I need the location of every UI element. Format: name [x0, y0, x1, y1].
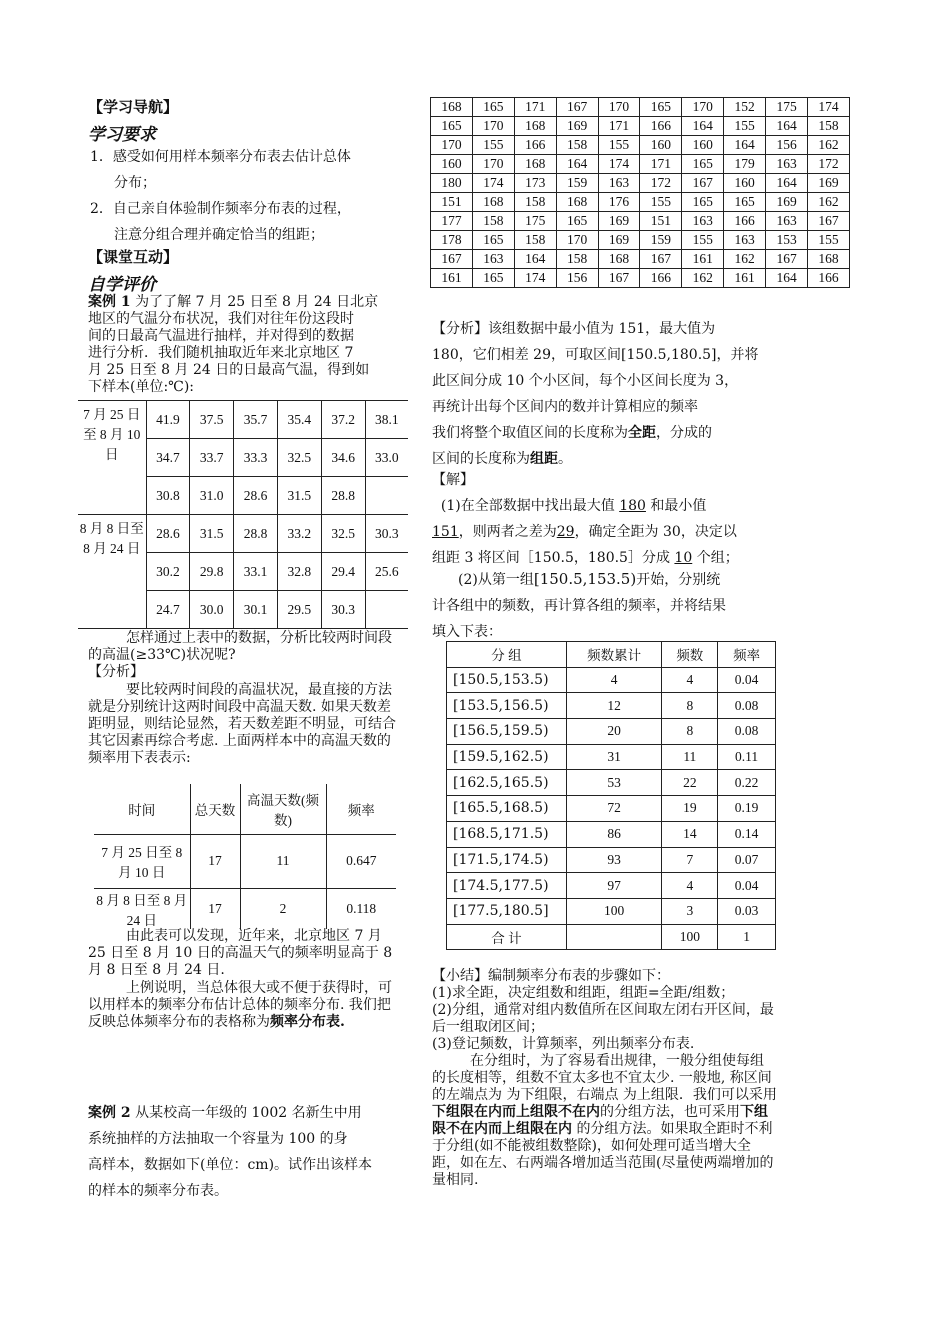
table-cell: [171.5,174.5)	[447, 847, 567, 873]
table-cell: 168	[556, 193, 598, 212]
table-cell: 175	[766, 98, 808, 117]
analysis-label: 【分析】	[88, 664, 144, 680]
table-cell: 165	[640, 98, 682, 117]
table-cell: 19	[662, 796, 718, 822]
frequency-distribution-table	[446, 641, 776, 950]
table-cell: 151	[640, 212, 682, 231]
table-row	[431, 136, 850, 155]
table-cell: 165	[682, 155, 724, 174]
table-cell: 176	[598, 193, 640, 212]
table-cell: 168	[514, 117, 556, 136]
temperature-table: 7 月 25 日至 8 月 10 日 41.9 37.5 35.7 35.4 37.2 38.1 34.7 33.7 33.3 32.5 34.6 33.0 30.8 31.0 28.6 31.5 28.8 8 月 8 日至 8 月 24 日 28.6 31.5 28.8 33.2 32.5 30.3 30.2 29.8 33.1 32.8 29.4 25.6 24.7 30.0 30.1 29.5 30.3	[78, 400, 408, 629]
table-cell: 159	[556, 174, 598, 193]
table-cell: 178	[431, 231, 473, 250]
table-cell: 163	[766, 155, 808, 174]
table-cell: 166	[724, 212, 766, 231]
table-cell: 164	[514, 250, 556, 269]
table-cell: [168.5,171.5)	[447, 821, 567, 847]
table-cell	[566, 924, 662, 950]
table-cell: 86	[566, 821, 662, 847]
table-cell: 162	[808, 136, 850, 155]
table-row	[431, 193, 850, 212]
table-cell: 169	[598, 212, 640, 231]
table-cell: 180	[431, 174, 473, 193]
table-cell: 168	[808, 250, 850, 269]
table-cell: 0.04	[718, 667, 776, 693]
table-cell: 169	[598, 231, 640, 250]
table-cell: 163	[598, 174, 640, 193]
nav-title: 【学习导航】	[88, 98, 179, 116]
table-row	[431, 98, 850, 117]
table-cell: 158	[556, 136, 598, 155]
table-cell: 174	[598, 155, 640, 174]
table-cell: 169	[556, 117, 598, 136]
table-cell: 158	[556, 250, 598, 269]
table-cell: 170	[431, 136, 473, 155]
table-row	[431, 212, 850, 231]
table-cell: 0.04	[718, 873, 776, 899]
table-cell: 165	[431, 117, 473, 136]
table-cell: 1	[718, 924, 776, 950]
table-cell: 169	[808, 174, 850, 193]
table-cell: 171	[598, 117, 640, 136]
table-cell: 172	[808, 155, 850, 174]
table-cell: 177	[431, 212, 473, 231]
table-cell: 159	[640, 231, 682, 250]
table-cell: 165	[682, 193, 724, 212]
table-cell: 53	[566, 770, 662, 796]
table-cell: 163	[724, 231, 766, 250]
table-cell: 160	[431, 155, 473, 174]
table-cell: 4	[662, 667, 718, 693]
analysis-text: 要比较两时间段的高温状况，最直接的方法就是分别统计这两时间段中高温天数. 如果天数差距明显，则结论显然，若天数差距不明显，可结合其它因素再综合考虑. 上面两样本中的高温天数的频率用下表表示:	[88, 682, 396, 766]
table-cell: 0.08	[718, 719, 776, 745]
table-cell: 160	[640, 136, 682, 155]
table-cell: 4	[662, 873, 718, 899]
table-cell: 8	[662, 693, 718, 719]
table-cell: 163	[766, 212, 808, 231]
table-cell: 155	[640, 193, 682, 212]
table-row	[431, 250, 850, 269]
table-cell: 170	[598, 98, 640, 117]
question-text: 怎样通过上表中的数据，分析比较两时间段的高温(≥33℃)状况呢?	[88, 630, 392, 663]
table-cell: 20	[566, 719, 662, 745]
table-cell: 155	[808, 231, 850, 250]
table-row	[431, 269, 850, 288]
table-cell: [174.5,177.5)	[447, 873, 567, 899]
table-cell: 4	[566, 667, 662, 693]
table-cell: 164	[724, 136, 766, 155]
table-cell: 0.03	[718, 898, 776, 924]
table-cell: 175	[514, 212, 556, 231]
table-cell: 174	[472, 174, 514, 193]
table-cell: 162	[682, 269, 724, 288]
table-row	[431, 117, 850, 136]
table-cell: 3	[662, 898, 718, 924]
table-cell: 0.08	[718, 693, 776, 719]
table-row	[431, 231, 850, 250]
table-cell: 0.14	[718, 821, 776, 847]
table-cell: [162.5,165.5)	[447, 770, 567, 796]
table-row	[447, 924, 776, 950]
table-cell: [156.5,159.5)	[447, 719, 567, 745]
table-cell: 161	[724, 269, 766, 288]
table-cell: 161	[431, 269, 473, 288]
table-cell: 166	[640, 117, 682, 136]
table-cell: 合 计	[447, 924, 567, 950]
table-row	[447, 719, 776, 745]
table-cell: 0.22	[718, 770, 776, 796]
table-row	[447, 744, 776, 770]
table-cell: 100	[566, 898, 662, 924]
conclusion-text: 由此表可以发现，近年来，北京地区 7 月 25 日至 8 月 10 日的高温天气的频率明显高于 8 月 8 日至 8 月 24 日.	[88, 928, 393, 978]
table-cell: 155	[598, 136, 640, 155]
table-cell: 155	[472, 136, 514, 155]
right-analysis-text: 【分析】该组数据中最小值为 151，最大值为 180，它们相差 29，可取区间[150.5,180.5]，并将 此区间分成 10 个小区间，每个小区间长度为 3， 再统计出每个区间内的数并计算相应的频率 我们将整个取值区间的长度称为全距，分成的 区间的长度称为组距。	[432, 321, 759, 467]
table-cell: 72	[566, 796, 662, 822]
table-cell: [165.5,168.5)	[447, 796, 567, 822]
table-cell: 7	[662, 847, 718, 873]
table-cell: 164	[556, 155, 598, 174]
table-cell: 162	[808, 193, 850, 212]
requirements-title: 学习要求	[88, 125, 156, 145]
table-cell: 153	[766, 231, 808, 250]
table-cell: 167	[598, 269, 640, 288]
table-cell: 169	[766, 193, 808, 212]
table-cell: 164	[766, 117, 808, 136]
table-cell: 165	[472, 231, 514, 250]
table-cell: 164	[766, 174, 808, 193]
table-row	[447, 873, 776, 899]
table-cell: [159.5,162.5)	[447, 744, 567, 770]
table-cell: 165	[724, 193, 766, 212]
table-cell: 11	[662, 744, 718, 770]
table-cell: 167	[766, 250, 808, 269]
table-cell: 164	[766, 269, 808, 288]
table-cell: 165	[472, 269, 514, 288]
table-cell: 158	[514, 231, 556, 250]
solution-step1: (1)在全部数据中找出最大值 180 和最小值 151，则两者之差为29，确定全距为 30，决定以 组距 3 将区间［150.5，180.5］分成 10 个组；	[432, 498, 739, 566]
high-temp-frequency-table: 时间 总天数 高温天数(频数) 频率 7 月 25 日至 8 月 10 日 17 11 0.647 8 月 8 日至 8 月 24 日 17 2 0.118	[94, 784, 396, 929]
height-sample-table	[430, 97, 850, 288]
table-header-row	[447, 642, 776, 668]
table-row	[447, 770, 776, 796]
table-cell: 170	[682, 98, 724, 117]
table-row	[447, 693, 776, 719]
table-cell: 165	[472, 98, 514, 117]
table-cell: 分 组	[447, 642, 567, 668]
table-cell: 0.19	[718, 796, 776, 822]
table-cell: 22	[662, 770, 718, 796]
table-cell: 12	[566, 693, 662, 719]
period1-label: 7 月 25 日至 8 月 10 日	[78, 401, 146, 515]
table-cell: 频率	[718, 642, 776, 668]
table-cell: 0.07	[718, 847, 776, 873]
period2-label: 8 月 8 日至 8 月 24 日	[78, 515, 146, 629]
table-cell: 167	[556, 98, 598, 117]
table-cell: 170	[556, 231, 598, 250]
table-row	[431, 155, 850, 174]
table-cell: 160	[724, 174, 766, 193]
table-cell: 165	[556, 212, 598, 231]
table-cell: 100	[662, 924, 718, 950]
requirement-item: 2．自己亲自体验制作频率分布表的过程，	[90, 201, 351, 217]
table-cell: 166	[808, 269, 850, 288]
table-row	[431, 174, 850, 193]
table-cell: 161	[682, 250, 724, 269]
table-cell: 158	[808, 117, 850, 136]
table-cell: 156	[556, 269, 598, 288]
table-cell: [150.5,153.5)	[447, 667, 567, 693]
table-cell: 158	[472, 212, 514, 231]
table-row	[447, 796, 776, 822]
table-cell: 170	[472, 117, 514, 136]
table-row	[447, 667, 776, 693]
table-cell: 173	[514, 174, 556, 193]
requirements-list: 1．感受如何用样本频率分布表去估计总体 分布； 2．自己亲自体验制作频率分布表的过程， 注意分组合理并确定恰当的组距；	[90, 144, 410, 248]
requirement-item: 1．感受如何用样本频率分布表去估计总体	[90, 149, 351, 165]
table-cell: 93	[566, 847, 662, 873]
table-cell: 0.11	[718, 744, 776, 770]
table-cell: 155	[682, 231, 724, 250]
table-cell: 167	[431, 250, 473, 269]
table-row	[447, 898, 776, 924]
self-study-title: 自学评价	[88, 275, 156, 295]
table-cell: 174	[514, 269, 556, 288]
table-row	[447, 847, 776, 873]
table-cell: 168	[514, 155, 556, 174]
class-interaction-title: 【课堂互动】	[88, 248, 179, 266]
table-row	[447, 821, 776, 847]
table-cell: 167	[808, 212, 850, 231]
table-cell: 频数	[662, 642, 718, 668]
table-cell: 168	[472, 193, 514, 212]
table-cell: 155	[724, 117, 766, 136]
table-cell: 167	[640, 250, 682, 269]
table-cell: 163	[682, 212, 724, 231]
table-cell: 频数累计	[566, 642, 662, 668]
table-cell: 171	[640, 155, 682, 174]
table-cell: 166	[640, 269, 682, 288]
summary-section: 【小结】编制频率分布表的步骤如下： (1)求全距，决定组数和组距，组距=全距/组数； (2)分组，通常对组内数值所在区间取左闭右开区间，最后一组取闭区间； (3)登记频数，计算频率，列出频率分布表. 在分组时，为了容易看出规律，一般分组使每组的长度相等，组数不宜太多也不宜太少. 一般地, 称区间的左端点为 为下组限，右端点 为上组限．我们可以采用下组限在内而上组限不在内的分组方法，也可采用下组限不在内而上组限在内 的分组方法。如果取全距时不利于分组(如不能被组数整除)，如何处理可适当增大全距，如在左、右两端各增加适当范围(尽量使两端增加的量相同.	[432, 968, 777, 1188]
table-cell: 8	[662, 719, 718, 745]
table-cell: 168	[431, 98, 473, 117]
table-cell: 97	[566, 873, 662, 899]
case2-text: 案例 2 从某校高一年级的 1002 名新生中用 系统抽样的方法抽取一个容量为 100 的身 高样本，数据如下(单位：cm)。试作出该样本 的样本的频率分布表。	[88, 1105, 373, 1199]
table-cell: 166	[514, 136, 556, 155]
table-cell: 14	[662, 821, 718, 847]
table-cell: 163	[472, 250, 514, 269]
table-cell: 164	[682, 117, 724, 136]
table-cell: 152	[724, 98, 766, 117]
table-cell: 158	[514, 193, 556, 212]
solution-step2: (2)从第一组[150.5,153.5)开始，分别统 计各组中的频数，再计算各组的频率，并将结果 填入下表：	[432, 570, 726, 640]
table-cell: 151	[431, 193, 473, 212]
table-cell: [153.5,156.5)	[447, 693, 567, 719]
example-text: 上例说明，当总体很大或不便于获得时，可以用样本的频率分布估计总体的频率分布. 我们把反映总体频率分布的表格称为频率分布表.	[88, 980, 392, 1030]
table-cell: [177.5,180.5]	[447, 898, 567, 924]
table-cell: 174	[808, 98, 850, 117]
table-cell: 162	[724, 250, 766, 269]
table-cell: 31	[566, 744, 662, 770]
table-cell: 172	[640, 174, 682, 193]
table-cell: 179	[724, 155, 766, 174]
solution-label: 【解】	[432, 472, 474, 488]
table-cell: 171	[514, 98, 556, 117]
table-cell: 168	[598, 250, 640, 269]
table-cell: 160	[682, 136, 724, 155]
table-cell: 156	[766, 136, 808, 155]
case1-text: 案例 1 为了了解 7 月 25 日至 8 月 24 日北京 地区的气温分布状况，我们对往年份这段时 间的日最高气温进行抽样，并对得到的数据 进行分析．我们随机抽取近年来北京地区 7 月 25 日至 8 月 24 日的日最高气温，得到如 下样本(单位:℃):	[88, 294, 379, 395]
table-cell: 167	[682, 174, 724, 193]
table-cell: 170	[472, 155, 514, 174]
